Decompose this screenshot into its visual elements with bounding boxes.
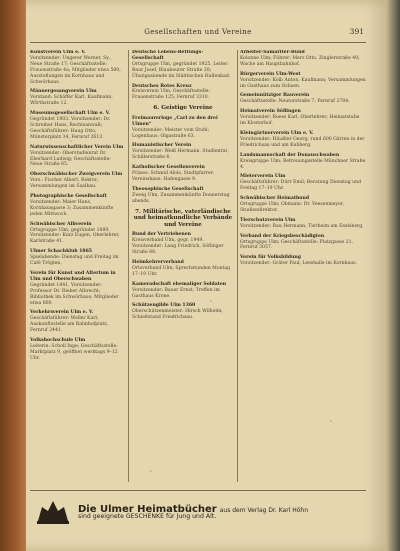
- entry-heading: Schützengilde Ulm 1360: [132, 303, 196, 309]
- directory-entry: [132, 282, 234, 300]
- entry-body: Gegründet 1803. Vorsitzender: Dr. Schreiber Hans, Rechtsanwalt; Geschäftsführer: Haug Otto, Münsterplatz 34, Fernruf 2613.: [30, 117, 111, 140]
- left-column: [30, 50, 124, 482]
- section-title: 7. Militärische, vaterländische und heimatkundliche Verbände und Vereine: [133, 208, 233, 228]
- entry-body: Kreisverband Ulm, gegr. 1949. Vorsitzender: Lang Friedrich, Söflinger Straße 88.: [132, 238, 224, 256]
- entry-body: Kreisverein Ulm, Geschäftsstelle: Frauenstraße 125, Fernruf 3310.: [132, 89, 210, 101]
- entry-heading: Verein für Volksbildung: [240, 255, 301, 261]
- entry-heading: Ulmer Schachklub 1865: [30, 249, 92, 255]
- directory-entry: [132, 260, 234, 278]
- directory-entry: [132, 303, 234, 321]
- entry-body: Geschäftsführer: Dürr Emil; Beratung Dienstag und Freitag 17–19 Uhr.: [240, 180, 362, 192]
- directory-entry: [240, 109, 366, 127]
- entry-body: Geschäftsstelle: Neutorstraße 7; Fernruf 2784.: [240, 99, 350, 105]
- directory-entry: [132, 143, 234, 161]
- entry-body: Vorsitzender: Gräter Paul; Lesehalle im Kornhaus.: [240, 261, 358, 267]
- entry-body: Vorsitzender: Häußler Georg; rund 600 Gärten in der Friedrichsau und am Kuhberg.: [240, 136, 365, 148]
- entry-heading: Naturwissenschaftlicher Verein Ulm: [30, 144, 124, 150]
- entry-body: Vorsitzender: Bauer Ernst; Treffen im Gasthaus Krone.: [132, 287, 220, 299]
- entry-heading: Gemeinnütziger Bauverein: [240, 93, 310, 99]
- entry-body: Vorsitzender: Kolb Anton, Kaufmann; Versammlungen im Gasthaus zum Ochsen.: [240, 77, 366, 89]
- publisher-emblem-icon: [34, 497, 72, 529]
- entry-heading: Arbeiter-Samariter-Bund: [240, 50, 305, 55]
- binding-band: [0, 0, 26, 551]
- middle-column: [132, 50, 234, 482]
- entry-heading: Kameradschaft ehemaliger Soldaten: [132, 281, 227, 287]
- directory-entry: [240, 255, 366, 267]
- entry-body: Vorsitzender: Ruess Karl, Oberlehrer; Heimatstube im Klosterhof.: [240, 115, 360, 127]
- entry-body: Gegründet 1841. Vorsitzender: Professor Dr. Rieber Albrecht; Bibliothek im Schwörhaus; Mitglieder etwa 800.: [30, 282, 119, 306]
- entry-body: Ortsgruppe Ulm; Obmann: Dr. Veesenmeyer, Studiendirektor.: [240, 202, 344, 213]
- entry-heading: Heimkehrerverband: [132, 260, 184, 266]
- ad-publisher: aus dem Verlag Dr. Karl Höhn: [219, 507, 309, 514]
- entry-heading: Heimatverein Söflingen: [240, 109, 301, 115]
- entry-heading: Photographische Gesellschaft: [30, 194, 107, 200]
- entry-body: Spielabende: Dienstag und Freitag im Café Tröglen.: [30, 255, 119, 267]
- directory-entry: [30, 271, 124, 306]
- directory-entry: [240, 131, 366, 149]
- entry-heading: Landsmannschaft der Donauschwaben: [240, 152, 340, 158]
- directory-entry: [240, 50, 366, 68]
- directory-entry: [240, 153, 366, 171]
- directory-entry: [30, 222, 124, 246]
- directory-entry: [30, 89, 124, 107]
- directory-entry: [132, 84, 234, 102]
- entry-body: Geschäftsführer: Weller Karl; Auskunftsstelle am Bahnhofplatz, Fernruf 2441.: [30, 316, 109, 334]
- entry-heading: Theosophische Gesellschaft: [132, 186, 204, 192]
- entry-body: Kreisgruppe Ulm; Betreuungsstelle Münchner Straße 4.: [240, 158, 366, 170]
- ad-headline: Die Ulmer Heimatbücher: [78, 504, 217, 515]
- directory-entry: [132, 50, 234, 80]
- entry-heading: Volkshochschule Ulm: [30, 338, 86, 344]
- entry-heading: Deutsche Lebens-Rettungs-Gesellschaft: [132, 50, 204, 61]
- entry-heading: Tierschutzverein Ulm: [240, 217, 296, 223]
- directory-entry: [30, 172, 124, 190]
- advertisement: [30, 490, 366, 531]
- directory-entry: [30, 145, 124, 169]
- entry-heading: Männergesangverein Ulm: [30, 89, 97, 95]
- entry-body: Ortsgruppe Ulm, gegründet 1889. Vorsitzender: Kurz Eugen, Oberlehrer, Karlstraße 41.: [30, 227, 120, 245]
- entry-body: Vorsitzender: Ungerer Werner, Sy., Neue Straße 17; Geschäftsstelle: Frauenstraße 4a; Mitglieder etwa 500; Ausstellungen im Kornhaus und Schwörhaus.: [30, 55, 121, 85]
- entry-heading: Verband der Kriegsbeschädigten: [240, 233, 325, 239]
- page-number: 391: [349, 27, 364, 36]
- entry-body: Ortsverband Ulm; Sprechstunden Montag 17–19 Uhr.: [132, 265, 231, 277]
- entry-heading: Mieterverein Ulm: [240, 174, 286, 180]
- entry-body: Vors.: Fischer Albert, Rektor; Versammlungen im Saalbau.: [30, 178, 99, 190]
- directory-entry: [240, 72, 366, 90]
- entry-heading: Kleingärtnerverein Ulm e. V.: [240, 130, 314, 136]
- directory-entry: [30, 194, 124, 218]
- entry-heading: Verein für Kunst und Altertum in Ulm und Oberschwaben: [30, 271, 116, 282]
- directory-entry: [240, 174, 366, 192]
- right-column: [240, 50, 366, 482]
- entry-heading: Kunstverein Ulm e. V.: [30, 50, 86, 55]
- page-edge: [386, 0, 400, 551]
- entry-heading: Museumsgesellschaft Ulm e. V.: [30, 111, 110, 117]
- directory-entry: [30, 111, 124, 141]
- entry-heading: Oberschwäbischer Zweigverein Ulm: [30, 172, 123, 178]
- entry-body: Präses: Schmid Alois, Stadtpfarrer; Vereinshaus: Hafengasse 9.: [132, 171, 215, 182]
- entry-body: Vorsitzender: Meister vom Stuhl; Logenhaus: Olgastraße 63.: [132, 127, 210, 139]
- section-title: 6. Geistige Vereine: [153, 105, 213, 112]
- entry-body: Zweig Ulm, Zusammenkünfte Donnerstag abends.: [132, 192, 230, 204]
- directory-entry: [30, 249, 124, 267]
- entry-heading: Humanistischer Verein: [132, 143, 192, 149]
- directory-entry: [240, 196, 366, 214]
- entry-body: Vorsitzender: Maier Hans, Kornhausgasse 3; Zusammenkünfte jeden Mittwoch.: [30, 199, 114, 217]
- column-rule: [128, 50, 129, 482]
- directory-entry: [132, 116, 234, 140]
- entry-body: Vorstand: Schäffer Karl, Kaufmann, Wörthstraße 12.: [30, 95, 113, 107]
- entry-body: Vorsitzender: Rau Hermann; Tierheim am Eselsberg.: [240, 223, 364, 229]
- directory-entry: [30, 50, 124, 85]
- entry-heading: Verkehrsverein Ulm e. V.: [30, 310, 94, 316]
- ad-tagline: sind geeignete GESCHENKE für Jung und Alt.: [78, 513, 217, 520]
- entry-heading: Bürgerverein Ulm-West: [240, 71, 301, 77]
- entry-body: Vorsitzender: Weiß Hermann, Studienrat, Schillerstraße 6.: [132, 149, 229, 161]
- entry-heading: Freimaurerloge „Carl zu den drei Ulmen“: [132, 115, 218, 127]
- directory-entry: [30, 338, 124, 362]
- directory-entry: [30, 310, 124, 334]
- entry-body: Oberschützenmeister: Hirsch Wilhelm; Schießstand Friedrichsau.: [132, 309, 223, 321]
- directory-entry: [132, 232, 234, 256]
- column-rule: [237, 50, 238, 482]
- directory-entry: [240, 93, 366, 105]
- directory-entry: [240, 218, 366, 230]
- entry-body: Vorsitzender: Oberstudienrat Dr. Eberhard Ludwig; Geschäftsstelle: Neue Straße 85.: [30, 150, 111, 168]
- entry-body: Leiterin: Scholl Inge; Geschäftsstelle: Marktplatz 9, geöffnet werktags 9–12 Uhr.: [30, 343, 118, 361]
- running-header: [30, 26, 366, 43]
- entry-heading: Deutsches Rotes Kreuz: [132, 83, 192, 89]
- entry-body: Ortsgruppe Ulm; Geschäftsstelle: Platzgasse 21, Fernruf 3057.: [240, 239, 353, 251]
- directory-entry: [240, 234, 366, 252]
- entry-heading: Schwäbischer Albverein: [30, 221, 92, 227]
- directory-entry: [132, 165, 234, 183]
- entry-heading: Bund der Vertriebenen: [132, 232, 191, 238]
- entry-heading: Schwäbischer Heimatbund: [240, 196, 310, 202]
- entry-body: Kolonne Ulm; Führer: Merz Otto, Zinglerstraße 40; Wache am Hauptbahnhof.: [240, 55, 360, 67]
- running-title: Gesellschaften und Vereine: [144, 28, 252, 36]
- directory-entry: [132, 187, 234, 205]
- entry-heading: Katholischer Gesellenverein: [132, 165, 205, 171]
- entry-body: Ortsgruppe Ulm, gegründet 1925. Leiter: Baur Josef, Blaubeurer Straße 20; Übungsabende im Städtischen Hallenbad.: [132, 61, 231, 79]
